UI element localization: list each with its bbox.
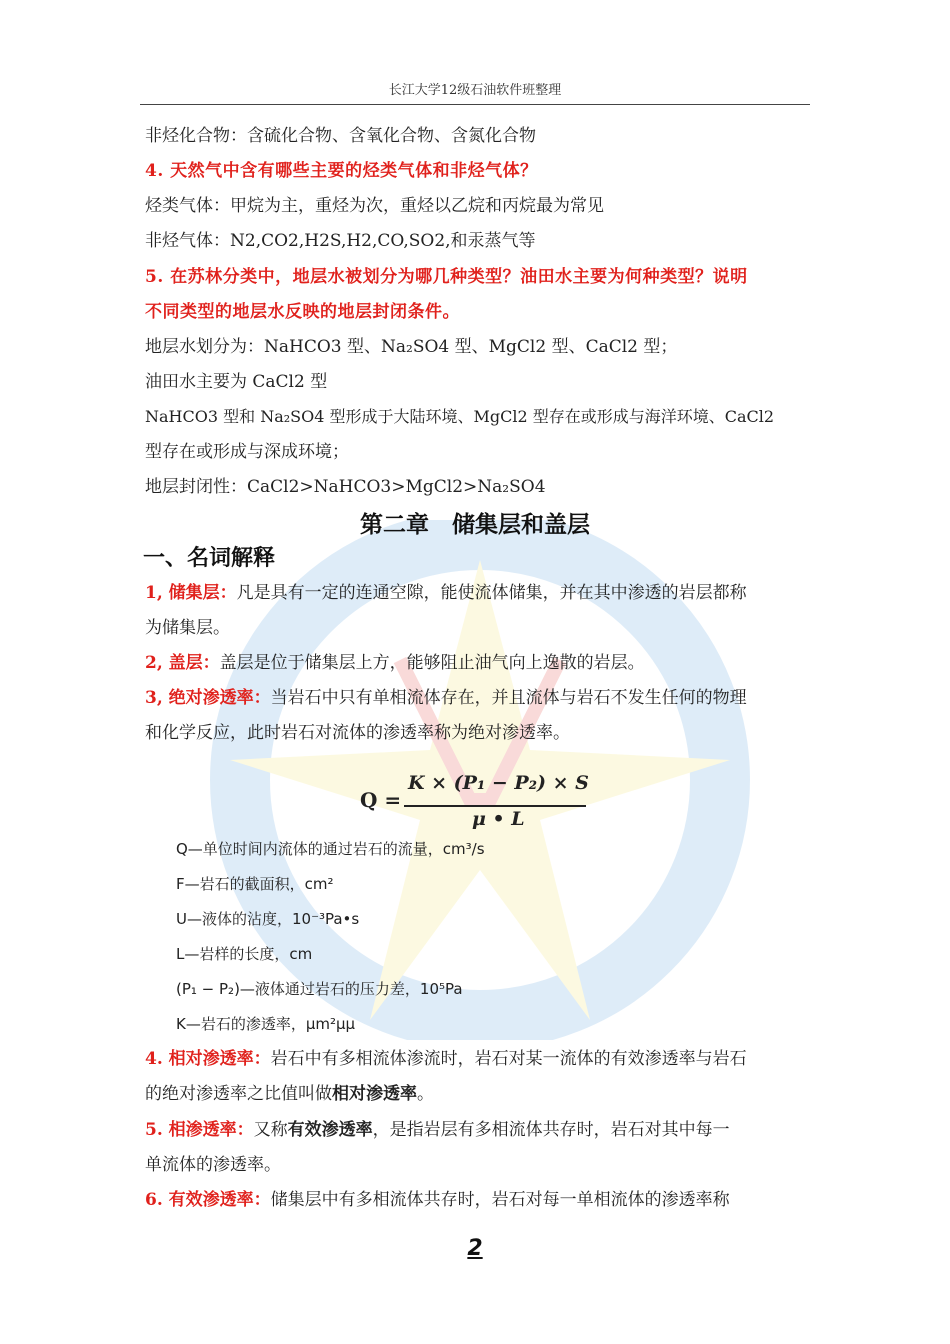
formula-numerator: K × (P₁ − P₂) × S xyxy=(408,772,589,794)
term-label: 5. 相渗透率： xyxy=(145,1120,254,1140)
text-line: 非烃化合物：含硫化合物、含氧化合物、含氮化合物 xyxy=(145,126,536,146)
text-line: 和化学反应，此时岩石对流体的渗透率称为绝对渗透率。 xyxy=(145,723,570,743)
text-span: 。 xyxy=(417,1084,434,1104)
text-line xyxy=(145,1081,810,1107)
term-label: 6. 有效渗透率： xyxy=(145,1190,271,1210)
text-line: 型存在或形成与深成环境； xyxy=(145,442,349,462)
text-line: 油田水主要为 CaCl2 型 xyxy=(145,372,328,392)
term-label: 2, 盖层： xyxy=(145,653,220,673)
page-header: 长江大学12级石油软件班整理 xyxy=(140,80,810,105)
term-label: 3, 绝对渗透率： xyxy=(145,688,271,708)
fraction-bar xyxy=(404,805,586,807)
term-phase-permeability xyxy=(145,1117,810,1143)
text-span: ，是指岩层有多相流体共存时，岩石对其中每一 xyxy=(372,1120,730,1140)
variable-definition: K—岩石的渗透率，μm²μμ xyxy=(176,1015,356,1033)
variable-definition: (P₁ − P₂)—液体通过岩石的压力差，10⁵Pa xyxy=(176,980,463,998)
bold-term: 相对渗透率 xyxy=(332,1084,417,1104)
term-definition: 当岩石中只有单相流体存在，并且流体与岩石不发生任何的物理 xyxy=(270,688,747,708)
text-line: NaHCO3 型和 Na₂SO4 型形成于大陆环境、MgCl2 型存在或形成与海洋环境、CaCl2 xyxy=(145,407,775,426)
variable-definition: L—岩样的长度，cm xyxy=(176,945,313,963)
term-definition: 储集层中有多相流体共存时，岩石对每一单相流体的渗透率称 xyxy=(270,1190,730,1210)
bold-term: 有效渗透率 xyxy=(287,1120,373,1140)
text-line: 非烃气体：N2,CO2,H2S,H2,CO,SO2,和汞蒸气等 xyxy=(145,231,536,251)
term-relative-permeability xyxy=(145,1046,810,1072)
text-span: 的绝对渗透率之比值叫做 xyxy=(145,1084,332,1104)
variable-definition: U—液体的沾度，10⁻³Pa•s xyxy=(176,910,360,928)
variable-definition: Q—单位时间内流体的通过岩石的流量，cm³/s xyxy=(176,840,485,858)
text-line: 烃类气体：甲烷为主，重烃为次，重烃以乙烷和丙烷最为常见 xyxy=(145,196,604,216)
text-span: 又称 xyxy=(253,1120,288,1140)
page-number: 2 xyxy=(467,1236,483,1261)
section-title: 一、名词解释 xyxy=(143,546,276,571)
term-label: 1, 储集层： xyxy=(145,583,237,603)
term-reservoir xyxy=(145,580,810,606)
question-5-line2: 不同类型的地层水反映的地层封闭条件。 xyxy=(145,302,460,322)
question-5-line1: 5. 在苏林分类中，地层水被划分为哪几种类型？油田水主要为何种类型？说明 xyxy=(145,267,748,287)
question-4: 4. 天然气中含有哪些主要的烃类气体和非烃气体？ xyxy=(145,161,538,181)
term-label: 4. 相对渗透率： xyxy=(145,1049,271,1069)
term-definition: 盖层是位于储集层上方，能够阻止油气向上逸散的岩层。 xyxy=(219,653,645,673)
term-absolute-permeability xyxy=(145,685,810,711)
term-effective-permeability xyxy=(145,1187,810,1213)
formula-lhs: Q = xyxy=(360,788,402,812)
term-definition: 凡是具有一定的连通空隙，能使流体储集，并在其中渗透的岩层都称 xyxy=(236,583,747,603)
text-line: 地层封闭性：CaCl2>NaHCO3>MgCl2>Na₂SO4 xyxy=(145,477,546,497)
darcy-formula xyxy=(360,772,600,832)
text-line: 地层水划分为：NaHCO3 型、Na₂SO4 型、MgCl2 型、CaCl2 型； xyxy=(145,337,678,357)
variable-definition: F—岩石的截面积，cm² xyxy=(176,875,334,893)
term-caprock xyxy=(145,650,810,676)
text-line: 为储集层。 xyxy=(145,618,230,638)
formula-denominator: μ • L xyxy=(472,808,525,830)
text-line: 单流体的渗透率。 xyxy=(145,1155,281,1175)
chapter-title: 第二章 储集层和盖层 xyxy=(360,512,590,538)
term-definition: 岩石中有多相流体渗流时，岩石对某一流体的有效渗透率与岩石 xyxy=(270,1049,747,1069)
